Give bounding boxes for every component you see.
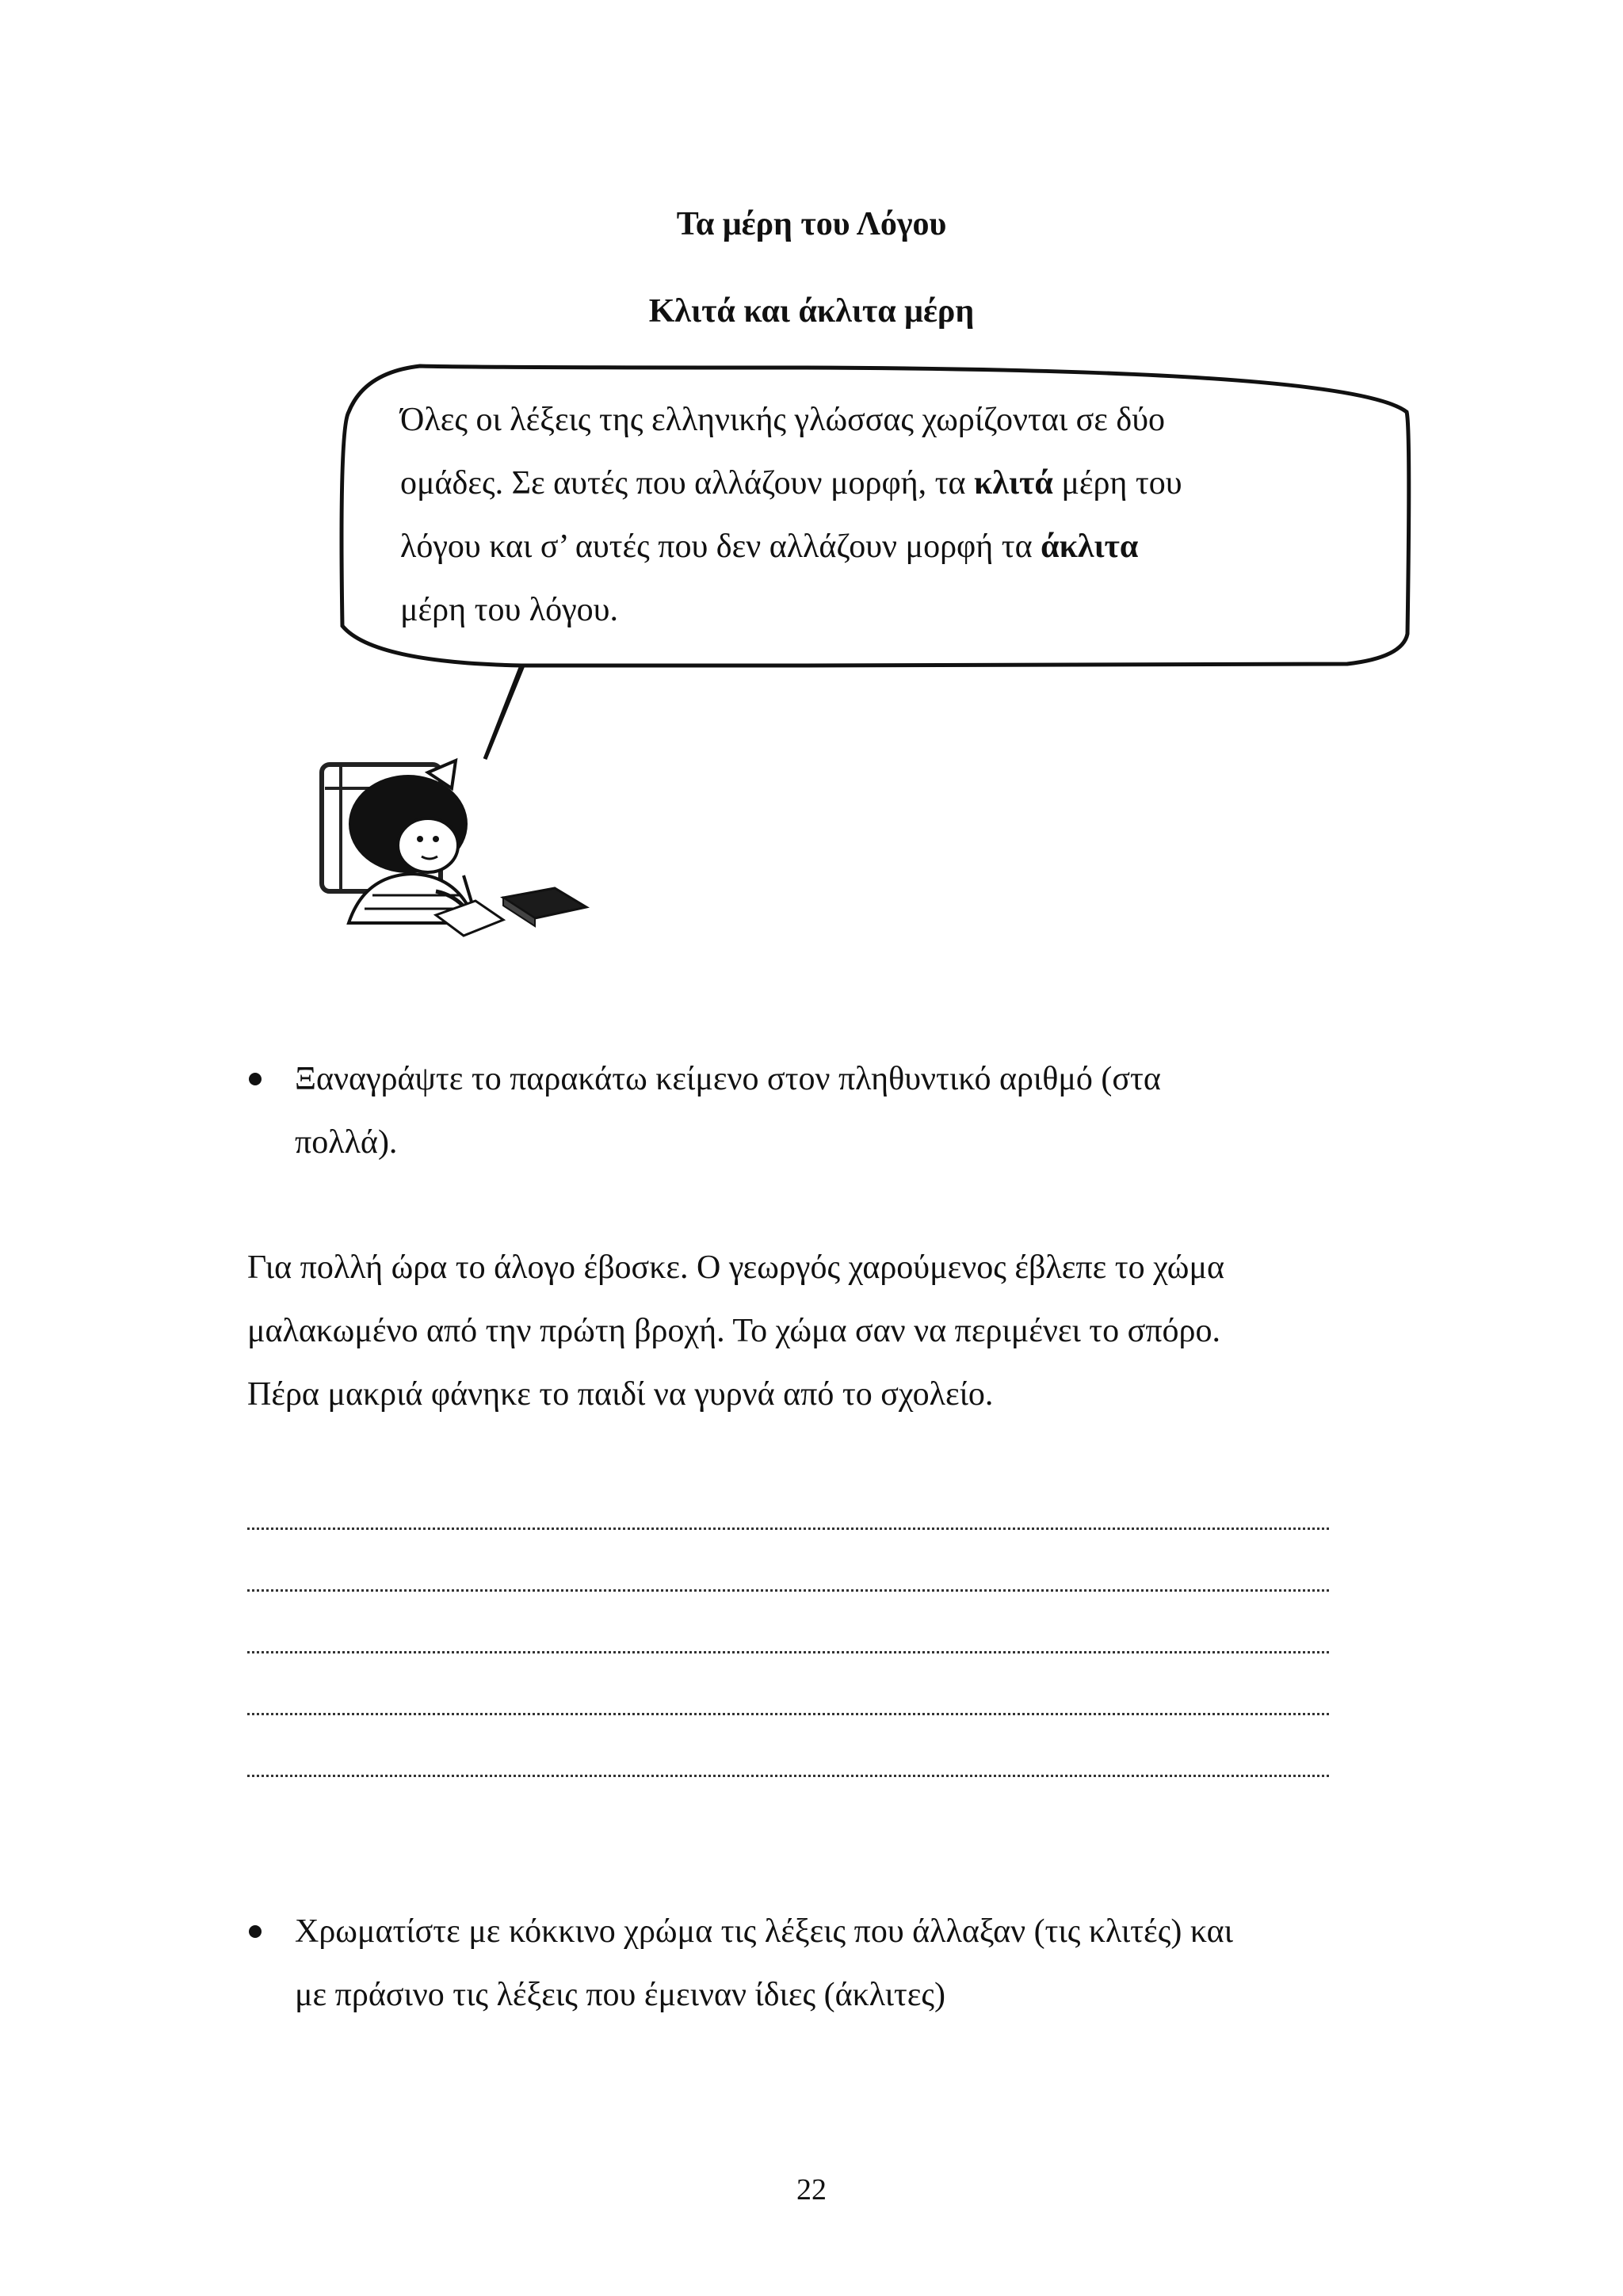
- passage-line-2: μαλακωμένο από την πρώτη βροχή. Το χώμα σαν να περιμένει το σπόρο.: [247, 1313, 1220, 1349]
- bubble-line-3-start: λόγου και σ’ αυτές που δεν αλλάζουν μορφή τα: [400, 528, 1041, 565]
- bubble-line-2: [400, 452, 1359, 515]
- bubble-line-2-start: ομάδες. Σε αυτές που αλλάζουν μορφή, τα: [400, 465, 975, 502]
- exercise-2-line-2: με πράσινο τις λέξεις που έμειναν ίδιες (άκλιτες): [295, 1977, 946, 2013]
- answer-line[interactable]: [247, 1651, 1329, 1653]
- exercise-2-instruction: [295, 1901, 1420, 2028]
- girl-writing-illustration: [317, 757, 618, 947]
- answer-line[interactable]: [247, 1775, 1329, 1777]
- exercise-1-line-1: Ξαναγράψτε το παρακάτω κείμενο στον πληθυντικό αριθμό (στα: [295, 1061, 1161, 1097]
- bubble-line-2-end: μέρη του: [1052, 465, 1182, 502]
- bubble-line-1: Όλες οι λέξεις της ελληνικής γλώσσας χωρίζονται σε δύο: [400, 402, 1166, 438]
- bubble-text: [400, 388, 1359, 642]
- exercise-1-line-2: πολλά).: [295, 1124, 398, 1161]
- passage-line-1: Για πολλή ώρα το άλογο έβοσκε. Ο γεωργός χαρούμενος έβλεπε το χώμα: [247, 1249, 1224, 1286]
- answer-line[interactable]: [247, 1713, 1329, 1715]
- keyword-aklita: άκλιτα: [1041, 528, 1139, 565]
- bubble-line-3: [400, 515, 1359, 578]
- bullet-icon: [249, 1073, 262, 1085]
- page-title: Τα μέρη του Λόγου: [676, 206, 947, 242]
- page-subtitle: Κλιτά και άκλιτα μέρη: [648, 293, 975, 330]
- answer-line[interactable]: [247, 1589, 1329, 1592]
- passage: [247, 1236, 1404, 1426]
- exercise-2-line-1: Χρωματίστε με κόκκινο χρώμα τις λέξεις που άλλαξαν (τις κλιτές) και: [295, 1913, 1233, 1950]
- bullet-icon: [249, 1925, 262, 1938]
- page-number: 22: [796, 2173, 827, 2206]
- exercise-1-instruction: [295, 1049, 1404, 1176]
- keyword-kelita: κλιτά: [974, 465, 1053, 502]
- passage-line-3: Πέρα μακριά φάνηκε το παιδί να γυρνά από το σχολείο.: [247, 1376, 994, 1413]
- bubble-line-4: μέρη του λόγου.: [400, 592, 618, 628]
- answer-line[interactable]: [247, 1527, 1329, 1530]
